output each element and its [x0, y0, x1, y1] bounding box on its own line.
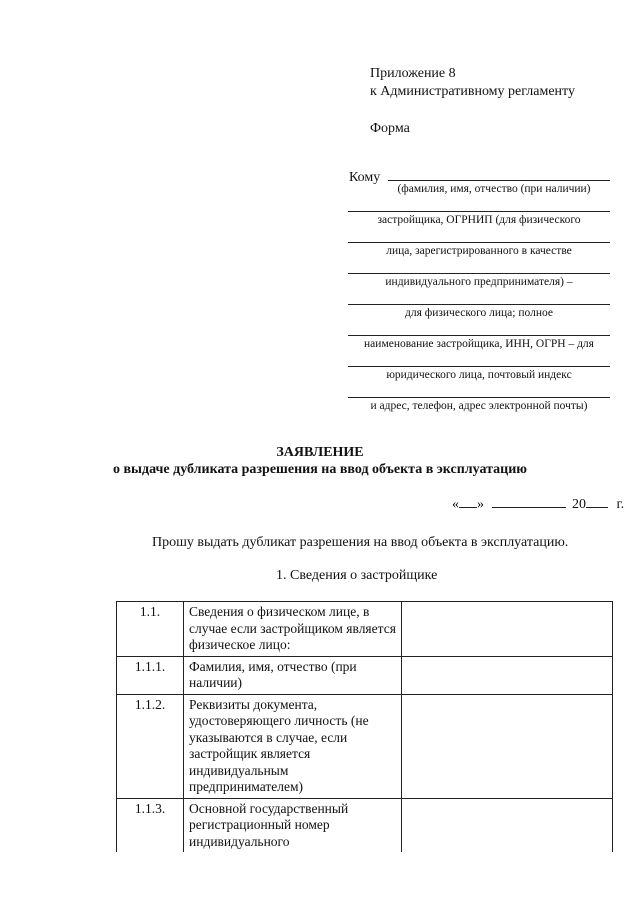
recipient-line — [348, 230, 610, 261]
recipient-caption: наименование застройщика, ИНН, ОГРН – для — [364, 338, 594, 350]
row-number: 1.1.2. — [117, 694, 184, 798]
table-row — [117, 798, 613, 852]
form-label: Форма — [370, 121, 410, 136]
table-row — [117, 602, 613, 657]
date-month-blank — [492, 495, 566, 508]
date-day-blank — [459, 495, 477, 508]
row-value-field[interactable] — [402, 694, 613, 798]
recipient-line — [348, 261, 610, 292]
date-year-blank — [586, 495, 608, 508]
recipient-line — [348, 354, 610, 385]
date-open-quote: « — [452, 497, 459, 512]
recipient-caption: и адрес, телефон, адрес электронной почты) — [370, 400, 588, 412]
row-label: Сведения о физическом лице, в случае если застройщиком является физическое лицо: — [184, 602, 402, 657]
applicant-info-table — [116, 601, 613, 852]
recipient-caption: лица, зарегистрированного в качестве — [386, 245, 572, 257]
date-year-suffix: г. — [616, 497, 625, 512]
appendix-number: Приложение 8 — [370, 66, 456, 81]
recipient-caption: для физического лица; полное — [404, 307, 553, 319]
table-row — [117, 694, 613, 798]
recipient-caption: юридического лица, почтовый индекс — [386, 369, 572, 381]
recipient-line — [348, 292, 610, 323]
recipient-line — [348, 168, 610, 199]
section-heading: 1. Сведения о застройщике — [276, 568, 438, 583]
to-label: Кому — [349, 170, 381, 185]
document-subtitle: о выдаче дубликата разрешения на ввод объекта в эксплуатацию — [113, 462, 527, 477]
recipient-line — [348, 199, 610, 230]
document-title: ЗАЯВЛЕНИЕ — [276, 445, 364, 460]
date-year-prefix: 20 — [572, 497, 586, 512]
row-value-field[interactable] — [402, 656, 613, 694]
recipient-line — [348, 323, 610, 354]
row-value-field[interactable] — [402, 602, 613, 657]
row-label: Фамилия, имя, отчество (при наличии) — [184, 656, 402, 694]
row-number: 1.1.1. — [117, 656, 184, 694]
recipient-caption: индивидуального предпринимателя) – — [385, 276, 573, 288]
recipient-line — [348, 385, 610, 416]
recipient-block — [348, 168, 610, 416]
row-label: Реквизиты документа, удостоверяющего личность (не указываются в случае, если застройщик является индивидуальным предпринимателем) — [184, 694, 402, 798]
date-line — [452, 495, 624, 513]
row-number: 1.1.3. — [117, 798, 184, 852]
table-row — [117, 656, 613, 694]
appendix-reference: к Административному регламенту — [370, 84, 575, 99]
request-text: Прошу выдать дубликат разрешения на ввод объекта в эксплуатацию. — [152, 535, 569, 550]
recipient-caption: застройщика, ОГРНИП (для физического — [377, 214, 581, 226]
row-label: Основной государственный регистрационный номер индивидуального — [184, 798, 402, 852]
date-close-quote: » — [477, 497, 484, 512]
row-number: 1.1. — [117, 602, 184, 657]
row-value-field[interactable] — [402, 798, 613, 852]
recipient-caption: (фамилия, имя, отчество (при наличии) — [397, 183, 591, 195]
